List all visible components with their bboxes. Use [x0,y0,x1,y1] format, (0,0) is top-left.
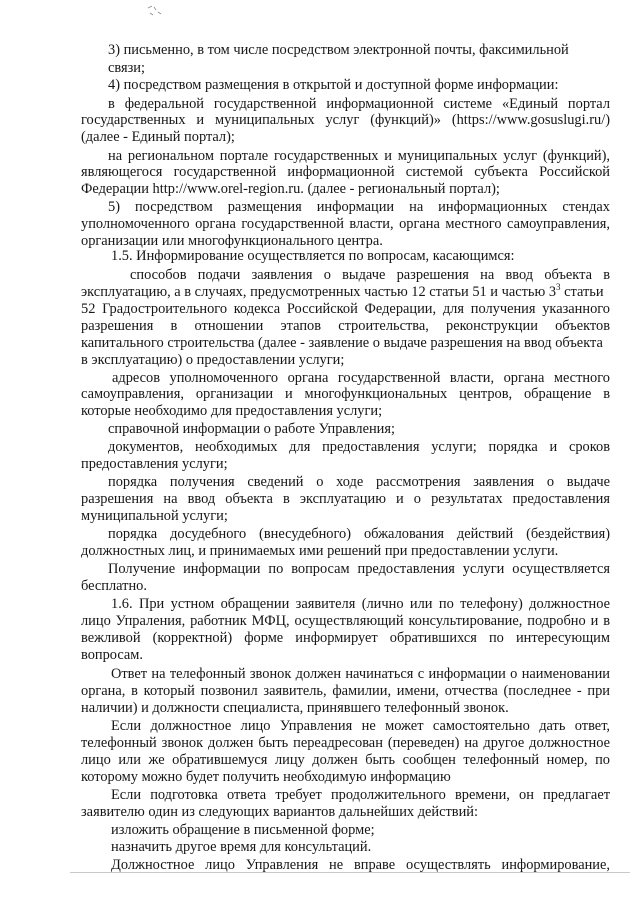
text-line: связи; [108,60,145,76]
text-line: Получение информации по вопросам предоставления услуги осуществляется [108,561,610,577]
text-line: являющегося государственной информационной системой субъекта Российской [81,164,610,180]
text-line: государственных и муниципальных услуг (функций)» (https://www.gosuslugi.ru/) [81,112,610,128]
text-line: вопросам. [81,647,143,663]
text-line: лицо или же обратившемуся лицу должен быть сообщен телефонный номер, по [81,752,610,768]
text-line: лицо Упраления, работник МФЦ, осуществляющий консультирование, подробно и в [81,613,610,629]
text-line: Если подготовка ответа требует продолжительного времени, он предлагает [111,787,610,803]
text-line: документов, необходимых для предоставления услуги; порядка и сроков [108,439,610,455]
text-fragment: статьи [560,284,604,300]
text-line: Федерации http://www.orel-region.ru. (далее - региональный портал); [81,181,500,197]
text-line: телефонный звонок должен быть переадресован (переведен) на другое должностное [81,735,610,751]
text-line: разрешения в отношении этапов строительства, реконструкции объектов [81,318,610,334]
text-line: Если должностное лицо Управления не может самостоятельно дать ответ, [111,718,610,734]
text-line: адресов уполномоченного органа государственной власти, органа местного [112,370,610,386]
text-line: бесплатно. [81,578,147,594]
text-line: муниципальной услуги; [81,508,228,524]
text-line: 3) письменно, в том числе посредством электронной почты, факсимильной [108,42,569,58]
text-line: изложить обращение в письменной форме; [111,822,375,838]
text-line: наличии) и должности специалиста, принявшего телефонный звонок. [81,700,509,716]
text-line: назначить другое время для консультаций. [111,839,372,855]
text-line-with-superscript [81,284,610,300]
text-line: порядка получения сведений о ходе рассмотрения заявления о выдаче [108,474,610,490]
text-line: органа, в который позвонил заявитель, фамилии, имени, отчества (последнее - при [81,683,610,699]
text-line: 52 Градостроительного кодекса Российской Федерации, для получения указанного [81,301,610,317]
text-line: Должностное лицо Управления не вправе осуществлять информирование, [111,857,610,873]
text-line: (далее - Единый портал); [81,129,235,145]
text-line: предоставления услуги; [81,456,228,472]
superscript: 3 [556,282,561,292]
text-line: способов подачи заявления о выдаче разрешения на ввод объекта в [130,267,610,283]
text-line: Ответ на телефонный звонок должен начинаться с информации о наименовании [111,666,610,682]
text-line: вежливой (корректной) форме информирует обратившихся по интересующим [81,630,610,646]
text-line: самоуправления, организации и многофункциональных центров, обращение в [81,386,610,402]
section-heading: 1.5. Информирование осуществляется по вопросам, касающимся: [111,248,515,264]
text-line: 1.6. При устном обращении заявителя (лично или по телефону) должностное [111,596,610,612]
text-line: на региональном портале государственных и муниципальных услуг (функций), [108,148,610,164]
text-line: в эксплуатацию) о предоставлении услуги; [81,352,345,368]
text-line: которому можно будет получить необходимую информацию [81,769,451,785]
text-line: 5) посредством размещения информации на информационных стендах [108,199,610,215]
text-line: капитального строительства (далее - заявление о выдаче разрешения на ввод объекта [81,335,603,351]
text-line: которые необходимо для предоставления услуги; [81,403,383,419]
text-line: уполномоченного органа государственной власти, органа местного самоуправления, [81,216,610,232]
text-line: разрешения на ввод объекта в эксплуатацию и о результатах предоставления [81,491,610,507]
text-fragment: эксплуатацию, а в случаях, предусмотренных частью 12 статьи 51 и частью 3 [81,284,557,300]
text-line: в федеральной государственной информационной системе «Единый портал [108,96,610,112]
text-line: порядка досудебного (внесудебного) обжалования действий (бездействия) [108,526,610,542]
text-line: заявителю один из следующих вариантов дальнейших действий: [81,804,478,820]
text-line: организации или многофункционального центра. [81,233,383,249]
text-line: справочной информации о работе Управления; [108,421,395,437]
text-line: должностных лиц, и принимаемых ими решений при предоставлении услуги. [81,543,559,559]
page-edge-line [70,872,630,873]
text-line: 4) посредством размещения в открытой и доступной форме информации: [108,77,559,93]
scan-artifact-mark [146,4,164,18]
